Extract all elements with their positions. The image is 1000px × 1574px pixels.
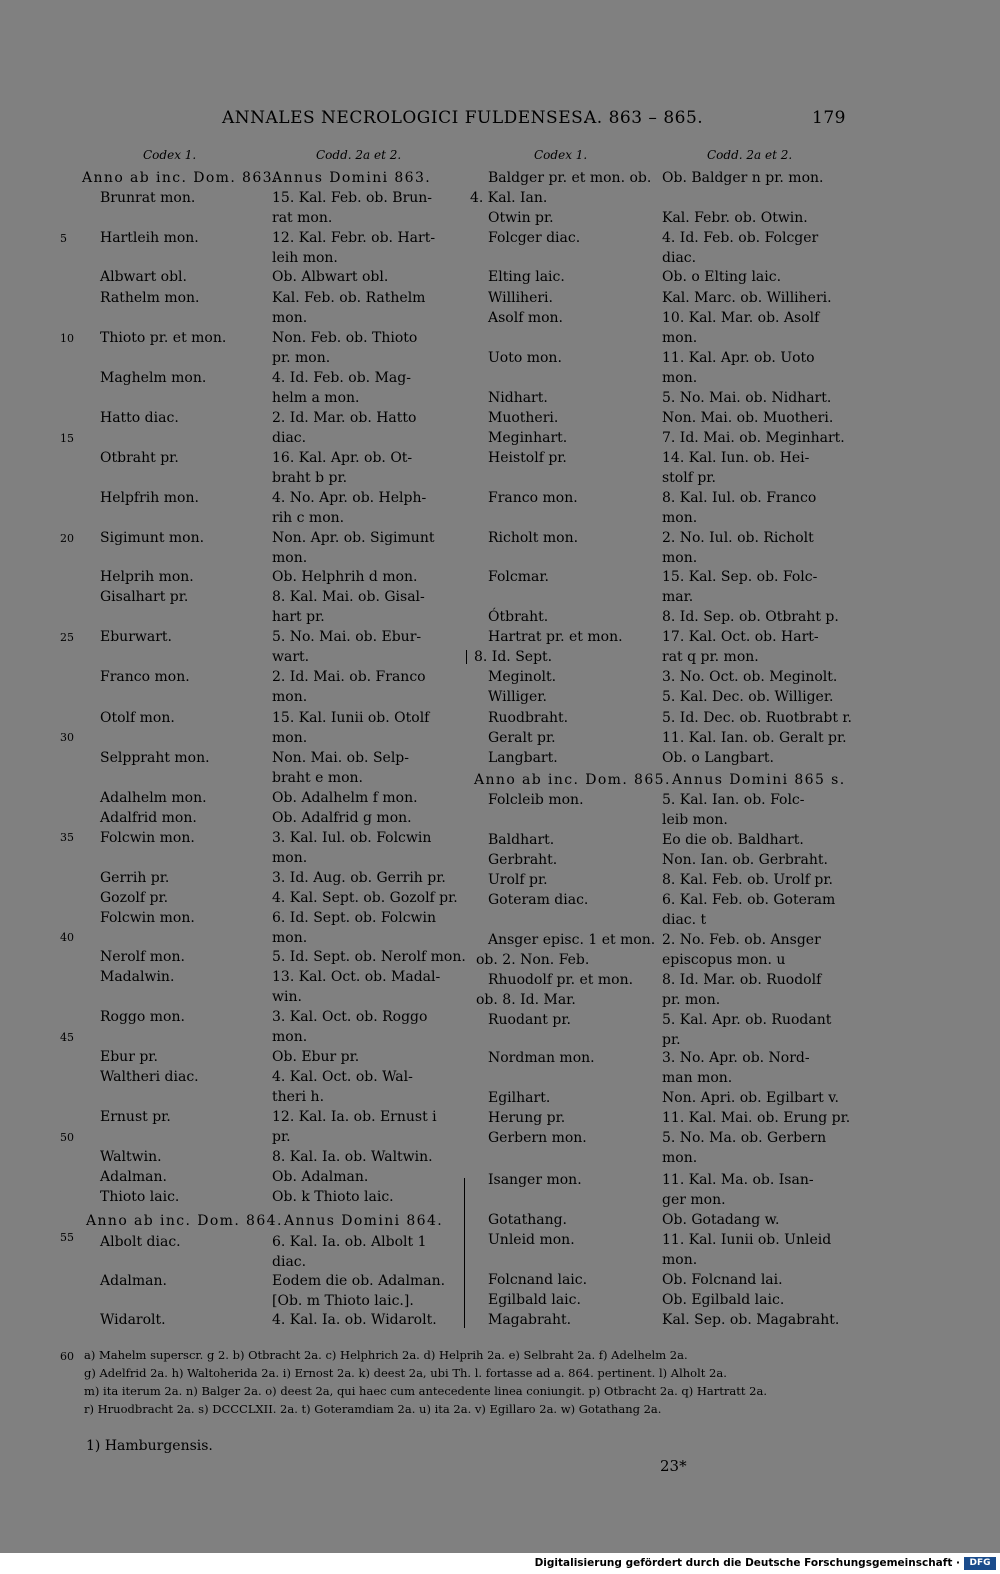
codd-2-entry-line: 5. No. Ma. ob. Gerbern [662,1130,827,1146]
codex-1-entry-line: Meginolt. [488,669,557,685]
codd-2-entry-line: rat q pr. mon. [662,649,759,665]
codd-2-entry-line: 3. No. Apr. ob. Nord- [662,1050,810,1066]
codd-2-entry-line: theri h. [272,1089,325,1105]
codd-2-entry-line: braht b pr. [272,470,348,486]
codd-2-entry-line: 12. Kal. Febr. ob. Hart- [272,230,436,246]
codex-1-entry-line: Otbraht pr. [100,450,179,466]
codex-1-entry-line: Eburwart. [100,629,172,645]
codd-2-entry-line: pr. [662,1032,681,1048]
codd-2-entry-line: [Ob. m Thioto laic.]. [272,1293,414,1309]
codd-2-entry-line: wart. [272,649,310,665]
dfg-logo[interactable]: DFG [964,1557,996,1570]
codex-1-entry-line: Baldhart. [488,832,555,848]
codex-1-entry-line: Anno ab inc. Dom. 865. [474,772,671,788]
codex-1-entry-line: Ansger episc. 1 et mon. [488,932,656,948]
footer-credit: Digitalisierung gefördert durch die Deutsche Forschungsgemeinschaft · [534,1557,960,1569]
codex-1-entry-line: Folcleib mon. [488,792,584,808]
column-divider-mark [466,650,467,664]
codd-2-header-right: Codd. 2a et 2. [707,148,793,162]
codd-2-entry-line: win. [272,989,302,1005]
codd-2-entry-line: 3. No. Oct. ob. Meginolt. [662,669,838,685]
codex-1-header-left: Codex 1. [143,148,197,162]
codd-2-entry-line: diac. [272,1254,307,1270]
codd-2-entry-line: 5. Id. Sept. ob. Nerolf mon. [272,949,466,965]
line-number: 20 [60,532,74,545]
codd-2-entry-line: Ob. Gotadang w. [662,1212,780,1228]
codd-2-entry-line: 4. Id. Feb. ob. Folcger [662,230,819,246]
codex-1-entry-line: Thioto laic. [100,1189,180,1205]
codex-1-entry-line: ob. 8. Id. Mar. [476,992,576,1008]
codex-1-entry-line: Franco mon. [100,669,190,685]
codex-1-entry-line: Heistolf pr. [488,450,567,466]
codd-2-entry-line: mon. [272,730,308,746]
codd-2-entry-line: 8. Kal. Feb. ob. Urolf pr. [662,872,833,888]
codex-1-entry-line: Madalwin. [100,969,175,985]
codex-1-entry-line: Richolt mon. [488,530,579,546]
codd-2-entry-line: 10. Kal. Mar. ob. Asolf [662,310,820,326]
codd-2-entry-line: mon. [272,310,308,326]
codd-2-entry-line: Non. Ian. ob. Gerbraht. [662,852,828,868]
codd-2-entry-line: Ob. Egilbald laic. [662,1292,785,1308]
codd-2-entry-line: 5. Kal. Apr. ob. Ruodant [662,1012,832,1028]
codex-1-entry-line: Folcwin mon. [100,910,195,926]
codd-2-entry-line: diac. [662,250,697,266]
line-number: 40 [60,931,74,944]
codd-2-entry-line: 11. Kal. Apr. ob. Uoto [662,350,815,366]
codex-1-entry-line: Herung pr. [488,1110,566,1126]
codd-2-entry-line: Ob. Baldger n pr. mon. [662,170,824,186]
codex-1-entry-line: Waltheri diac. [100,1069,199,1085]
codd-2-entry-line: leih mon. [272,250,338,266]
codex-1-entry-line: Williger. [488,689,547,705]
codd-2-entry-line: 14. Kal. Iun. ob. Hei- [662,450,810,466]
codex-1-entry-line: Franco mon. [488,490,578,506]
codd-2-entry-line: braht e mon. [272,770,363,786]
codex-1-entry-line: Ruodant pr. [488,1012,571,1028]
footnote-line: r) Hruodbracht 2a. s) DCCCLXII. 2a. t) Goteramdiam 2a. u) ita 2a. v) Egillaro 2a. w) Gotathang 2a. [84,1402,662,1416]
codex-1-entry-line: Folcnand laic. [488,1272,588,1288]
codd-2-entry-line: 2. No. Feb. ob. Ansger [662,932,821,948]
codd-2-entry-line: rih c mon. [272,510,345,526]
codex-1-entry-line: Rathelm mon. [100,290,200,306]
codd-2-entry-line: diac. t [662,912,707,928]
codd-2-entry-line: Ob. Helphrih d mon. [272,569,418,585]
codd-2-entry-line: mon. [272,550,308,566]
codex-1-entry-line: Gerbern mon. [488,1130,587,1146]
codd-2-entry-line: 8. Kal. Ia. ob. Waltwin. [272,1149,433,1165]
codd-2-entry-line: mon. [272,689,308,705]
codex-1-entry-line: Gerbraht. [488,852,558,868]
codd-2-entry-line: Ob. o Langbart. [662,750,774,766]
codex-1-entry-line: Hartleih mon. [100,230,199,246]
codd-2-entry-line: 3. Kal. Oct. ob. Roggo [272,1009,428,1025]
codd-2-entry-line: Ob. k Thioto laic. [272,1189,394,1205]
codex-1-entry-line: Unleid mon. [488,1232,575,1248]
codex-1-entry-line: Meginhart. [488,430,568,446]
codex-1-entry-line: Folcger diac. [488,230,581,246]
footnote-line: a) Mahelm superscr. g 2. b) Otbracht 2a. c) Helphrich 2a. d) Helprih 2a. e) Selbraht 2a. f) Adelhelm 2a. [84,1348,688,1362]
codd-2-entry-line: Ob. Ebur pr. [272,1049,360,1065]
codex-1-entry-line: Elting laic. [488,269,565,285]
codd-2-entry-line: 4. Kal. Sept. ob. Gozolf pr. [272,890,458,906]
codd-2-entry-line: 13. Kal. Oct. ob. Madal- [272,969,441,985]
codd-2-entry-line: 15. Kal. Sep. ob. Folc- [662,569,818,585]
line-number: 50 [60,1131,74,1144]
codd-2-entry-line: leib mon. [662,812,728,828]
codd-2-entry-line: 11. Kal. Mai. ob. Erung pr. [662,1110,851,1126]
codd-2-entry-line: Non. Mai. ob. Muotheri. [662,410,834,426]
codd-2-entry-line: 6. Kal. Feb. ob. Goteram [662,892,836,908]
codd-2-entry-line: stolf pr. [662,470,716,486]
codex-1-entry-line: Adalfrid mon. [100,810,197,826]
codex-1-entry-line: Ótbraht. [488,609,549,625]
codd-2-entry-line: Non. Feb. ob. Thioto [272,330,418,346]
footnote-line: g) Adelfrid 2a. h) Waltoherida 2a. i) Ernost 2a. k) deest 2a, ubi Th. l. fortasse ad a. 864. pertinent. l) Alholt 2a. [84,1366,727,1380]
codd-2-entry-line: Kal. Marc. ob. Williheri. [662,290,832,306]
codd-2-entry-line: 11. Kal. Iunii ob. Unleid [662,1232,832,1248]
codd-2-entry-line: 6. Kal. Ia. ob. Albolt 1 [272,1234,427,1250]
codd-2-header-left: Codd. 2a et 2. [316,148,402,162]
codex-1-entry-line: Otolf mon. [100,710,175,726]
page-number: 179 [812,108,846,128]
codex-1-entry-line: Geralt pr. [488,730,556,746]
codex-1-entry-line: Maghelm mon. [100,370,207,386]
codex-1-entry-line: Brunrat mon. [100,190,196,206]
line-number: 25 [60,631,74,644]
codex-1-entry-line: Widarolt. [100,1312,166,1328]
codex-1-entry-line: Isanger mon. [488,1172,582,1188]
codex-1-entry-line: 4. Kal. Ian. [470,190,548,206]
codex-1-entry-line: Egilbald laic. [488,1292,581,1308]
codex-1-entry-line: Langbart. [488,750,558,766]
codex-1-entry-line: Folcmar. [488,569,549,585]
year-range: A. 863 – 865. [584,108,704,128]
codex-1-entry-line: Hartrat pr. et mon. [488,629,623,645]
codd-2-entry-line: 5. Id. Dec. ob. Ruotbrabt r. [662,710,852,726]
codex-1-entry-line: 8. Id. Sept. [474,649,553,665]
codd-2-entry-line: Ob. Adalfrid g mon. [272,810,412,826]
codex-1-entry-line: Ernust pr. [100,1109,171,1125]
codd-2-entry-line: 6. Id. Sept. ob. Folcwin [272,910,437,926]
note: 1) Hamburgensis. [86,1438,213,1454]
codd-2-entry-line: hart pr. [272,609,325,625]
codd-2-entry-line: Ob. Albwart obl. [272,269,389,285]
codd-2-entry-line: mar. [662,589,694,605]
codex-1-entry-line: Anno ab inc. Dom. 863. [82,170,279,186]
codd-2-entry-line: Eo die ob. Baldhart. [662,832,804,848]
codex-1-entry-line: Hatto diac. [100,410,179,426]
codex-1-entry-line: Egilhart. [488,1090,551,1106]
codd-2-entry-line: 5. Kal. Dec. ob. Williger. [662,689,834,705]
codd-2-entry-line: pr. mon. [272,350,331,366]
codd-2-entry-line: 8. Kal. Mai. ob. Gisal- [272,589,425,605]
codd-2-entry-line: 2. Id. Mai. ob. Franco [272,669,426,685]
codd-2-entry-line: Ob. Adalhelm f mon. [272,790,418,806]
codex-1-entry-line: Adalhelm mon. [100,790,207,806]
digitization-footer [0,1553,1000,1574]
codex-1-entry-line: Gotathang. [488,1212,568,1228]
codd-2-entry-line: 3. Kal. Iul. ob. Folcwin [272,830,432,846]
codd-2-entry-line: Ob. o Elting laic. [662,269,782,285]
codex-1-entry-line: Goteram diac. [488,892,589,908]
codex-1-entry-line: Nerolf mon. [100,949,185,965]
line-number: 5 [60,232,67,245]
footnote-line: m) ita iterum 2a. n) Balger 2a. o) deest 2a, qui haec cum antecedente linea coniungit. p) Otbracht 2a. q) Hartratt 2a. [84,1384,767,1398]
codex-1-entry-line: Roggo mon. [100,1009,185,1025]
codd-2-entry-line: Kal. Febr. ob. Otwin. [662,210,808,226]
codex-1-entry-line: Nordman mon. [488,1050,595,1066]
codd-2-entry-line: Non. Apri. ob. Egilbart v. [662,1090,839,1106]
codd-2-entry-line: Annus Domini 863. [272,170,432,186]
codd-2-entry-line: 4. No. Apr. ob. Helph- [272,490,427,506]
codex-1-entry-line: Folcwin mon. [100,830,195,846]
codd-2-entry-line: 16. Kal. Apr. ob. Ot- [272,450,413,466]
line-number: 45 [60,1031,74,1044]
line-number: 15 [60,432,74,445]
codd-2-entry-line: 5. Kal. Ian. ob. Folc- [662,792,805,808]
codex-1-entry-line: Muotheri. [488,410,559,426]
codd-2-entry-line: 15. Kal. Feb. ob. Brun- [272,190,433,206]
codex-1-entry-line: Rhuodolf pr. et mon. [488,972,634,988]
codd-2-entry-line: mon. [662,550,698,566]
codex-1-entry-line: Otwin pr. [488,210,554,226]
codd-2-entry-line: 8. Kal. Iul. ob. Franco [662,490,817,506]
column-divider [464,1178,465,1328]
codex-1-entry-line: Urolf pr. [488,872,548,888]
codd-2-entry-line: rat mon. [272,210,333,226]
codd-2-entry-line: Ob. Adalman. [272,1169,369,1185]
codd-2-entry-line: mon. [662,510,698,526]
codd-2-entry-line: 12. Kal. Ia. ob. Ernust i [272,1109,437,1125]
line-number: 60 [60,1350,74,1363]
codd-2-entry-line: Kal. Feb. ob. Rathelm [272,290,426,306]
codex-1-entry-line: Sigimunt mon. [100,530,205,546]
codd-2-entry-line: 5. No. Mai. ob. Nidhart. [662,390,832,406]
signature-mark: 23* [660,1457,687,1475]
codex-1-entry-line: Ebur pr. [100,1049,158,1065]
codex-1-entry-line: ob. 2. Non. Feb. [476,952,590,968]
running-title: ANNALES NECROLOGICI FULDENSES. [222,108,589,128]
codd-2-entry-line: Non. Apr. ob. Sigimunt [272,530,435,546]
line-number: 10 [60,332,74,345]
codd-2-entry-line: pr. mon. [662,992,721,1008]
codd-2-entry-line: mon. [662,330,698,346]
codd-2-entry-line: 2. Id. Mar. ob. Hatto [272,410,417,426]
codd-2-entry-line: helm a mon. [272,390,360,406]
line-number: 35 [60,831,74,844]
codex-1-entry-line: Nidhart. [488,390,548,406]
codd-2-entry-line: 11. Kal. Ian. ob. Geralt pr. [662,730,847,746]
codex-1-entry-line: Albwart obl. [100,269,187,285]
codd-2-entry-line: 7. Id. Mai. ob. Meginhart. [662,430,845,446]
codd-2-entry-line: mon. [662,1252,698,1268]
codex-1-entry-line: Magabraht. [488,1312,572,1328]
codd-2-entry-line: man mon. [662,1070,733,1086]
codd-2-entry-line: Annus Domini 864. [284,1213,444,1229]
codex-1-entry-line: Adalman. [100,1273,167,1289]
codex-1-entry-line: Albolt diac. [100,1234,181,1250]
codex-1-entry-line: Uoto mon. [488,350,562,366]
codd-2-entry-line: episcopus mon. u [662,952,786,968]
codd-2-entry-line: mon. [662,1150,698,1166]
codex-1-entry-line: Asolf mon. [488,310,564,326]
codd-2-entry-line: mon. [662,370,698,386]
codd-2-entry-line: 15. Kal. Iunii ob. Otolf [272,710,430,726]
codex-1-entry-line: Selppraht mon. [100,750,210,766]
codex-1-entry-line: Helpfrih mon. [100,490,199,506]
codd-2-entry-line: 8. Id. Sep. ob. Otbraht p. [662,609,839,625]
codd-2-entry-line: mon. [272,930,308,946]
codd-2-entry-line: mon. [272,1029,308,1045]
line-number: 30 [60,731,74,744]
codd-2-entry-line: 4. Id. Feb. ob. Mag- [272,370,411,386]
codex-1-entry-line: Gozolf pr. [100,890,169,906]
codex-1-entry-line: Helprih mon. [100,569,194,585]
codd-2-entry-line: Kal. Sep. ob. Magabraht. [662,1312,840,1328]
codd-2-entry-line: Eodem die ob. Adalman. [272,1273,446,1289]
codd-2-entry-line: ger mon. [662,1192,726,1208]
codd-2-entry-line: pr. [272,1129,291,1145]
codd-2-entry-line: diac. [272,430,307,446]
codd-2-entry-line: 3. Id. Aug. ob. Gerrih pr. [272,870,446,886]
codd-2-entry-line: 8. Id. Mar. ob. Ruodolf [662,972,822,988]
codd-2-entry-line: Non. Mai. ob. Selp- [272,750,409,766]
codd-2-entry-line: 5. No. Mai. ob. Ebur- [272,629,422,645]
codd-2-entry-line: Annus Domini 865 s. [672,772,846,788]
codex-1-entry-line: Williheri. [488,290,553,306]
codex-1-header-right: Codex 1. [534,148,588,162]
codd-2-entry-line: 11. Kal. Ma. ob. Isan- [662,1172,814,1188]
line-number: 55 [60,1231,74,1244]
codex-1-entry-line: Anno ab inc. Dom. 864. [86,1213,283,1229]
codex-1-entry-line: Adalman. [100,1169,167,1185]
codd-2-entry-line: 2. No. Iul. ob. Richolt [662,530,814,546]
codd-2-entry-line: mon. [272,850,308,866]
codex-1-entry-line: Ruodbraht. [488,710,569,726]
codex-1-entry-line: Baldger pr. et mon. ob. [488,170,652,186]
codd-2-entry-line: Ob. Folcnand lai. [662,1272,783,1288]
codex-1-entry-line: Gerrih pr. [100,870,170,886]
codex-1-entry-line: Waltwin. [100,1149,162,1165]
codex-1-entry-line: Gisalhart pr. [100,589,189,605]
codd-2-entry-line: 4. Kal. Ia. ob. Widarolt. [272,1312,437,1328]
codex-1-entry-line: Thioto pr. et mon. [100,330,227,346]
codd-2-entry-line: 4. Kal. Oct. ob. Wal- [272,1069,413,1085]
codd-2-entry-line: 17. Kal. Oct. ob. Hart- [662,629,819,645]
